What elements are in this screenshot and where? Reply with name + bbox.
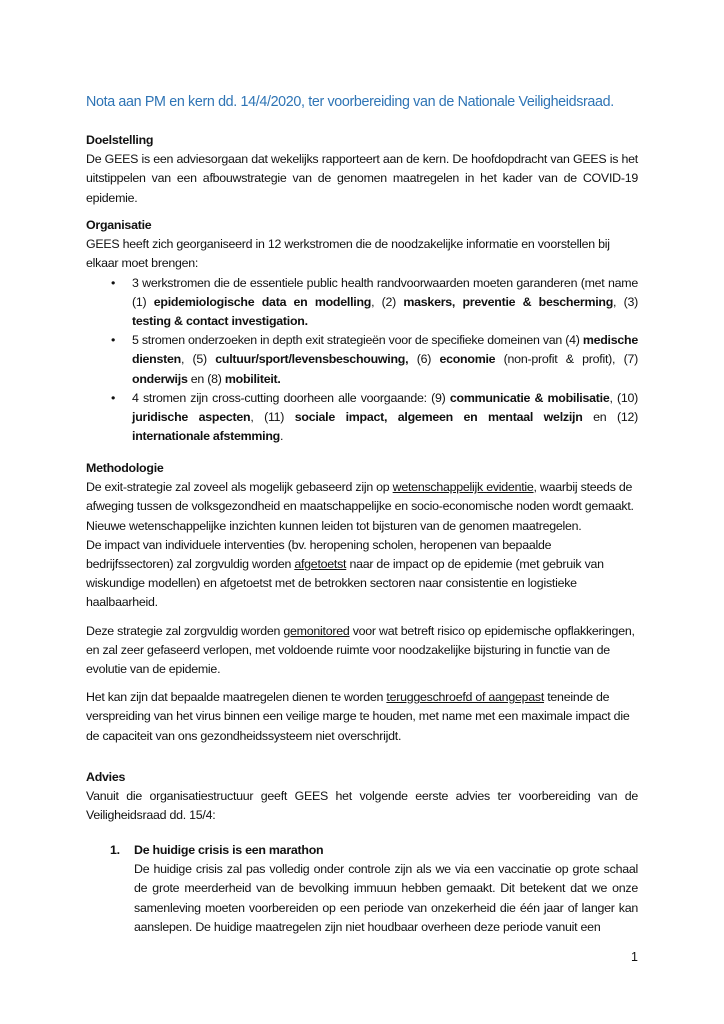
section-methodologie — [86, 459, 638, 746]
list-item — [86, 389, 638, 447]
bold-text: economie — [439, 352, 496, 367]
section-heading: Methodologie — [86, 461, 164, 475]
workstream-list — [86, 274, 638, 447]
text: en (12) — [582, 410, 638, 425]
list-item — [110, 841, 638, 937]
text: teneinde de verspreiding van het virus binnen een veilige marge te houden, met name met een maximale impact die de capaciteit van ons gezondheidssysteem niet overschrijdt. — [86, 690, 630, 743]
paragraph: De GEES is een adviesorgaan dat wekelijks rapporteert aan de kern. De hoofdopdracht van GEES is het uitstippelen van een afbouwstrategie van de genomen maatregelen in het kader van de COVID-19 epidemie. — [86, 152, 638, 205]
section-advies — [86, 768, 638, 826]
text: , (3) — [613, 294, 638, 309]
bold-text: mobiliteit. — [224, 371, 281, 386]
bold-text: sociale impact, algemeen en mentaal welzijn — [294, 410, 583, 425]
underlined-text: gemonitored — [283, 623, 350, 638]
paragraph: De huidige crisis zal pas volledig onder controle zijn als we via een vaccinatie op grote schaal de grote meerderheid van de bevolking immuun hebben gemaakt. Dit betekent dat we onze samenleving moeten voorbereiden op een periode van onzekerheid die één jaar of langer kan aanslepen. De huidige maatregelen zijn niet houdbaar overheen deze periode vanuit een — [134, 862, 638, 934]
section-heading: Organisatie — [86, 218, 152, 232]
bold-text: cultuur/sport/levensbeschouwing, — [215, 352, 409, 367]
text: voor wat betreft risico op epidemische opflakkeringen, en zal zeer gefaseerd verlopen, met voldoende ruimte voor noodzakelijke bijsturing in functie van de evolutie van de epidemie. — [86, 623, 635, 677]
bullet-icon: • — [111, 275, 116, 290]
item-number: 1. — [110, 843, 120, 857]
text: De impact van individuele interventies (bv. heropening scholen, heropenen van bepaalde bedrijfssectoren) zal zorgvuldig worden — [86, 537, 552, 572]
bullet-icon: • — [111, 333, 116, 348]
underlined-text: wetenschappelijk evidentie — [392, 480, 534, 495]
text: Het kan zijn dat bepaalde maatregelen dienen te worden — [86, 690, 387, 705]
bold-text: communicatie & mobilisatie — [449, 390, 610, 405]
list-item — [86, 274, 638, 332]
underlined-text: afgetoetst — [294, 557, 347, 572]
page-number: 1 — [631, 950, 638, 964]
section-heading: Advies — [86, 770, 126, 784]
text: en (8) — [187, 371, 225, 386]
paragraph — [86, 622, 638, 680]
bold-text: epidemiologische data en modelling — [153, 294, 372, 309]
bold-text: medische diensten — [132, 333, 638, 367]
text: 4 stromen zijn cross-cutting doorheen alle voorgaande: (9) — [132, 390, 450, 405]
paragraph — [86, 478, 638, 536]
text: Deze strategie zal zorgvuldig worden — [86, 623, 284, 638]
text: , waarbij steeds de afweging tussen de volksgezondheid en maatschappelijke en socio-economische noden wordt gemaakt. Nieuwe wetenschappelijke inzichten kunnen leiden tot bijsturen van de genomen maatregelen. — [86, 480, 634, 533]
bold-text: internationale afstemming — [132, 429, 280, 444]
section-organisatie — [86, 216, 638, 446]
paragraph: Vanuit die organisatiestructuur geeft GEES het volgende eerste advies ter voorbereiding van de Veiligheidsraad dd. 15/4: — [86, 789, 638, 823]
bold-text: testing & contact investigation. — [132, 314, 308, 329]
bold-text: onderwijs — [132, 371, 188, 386]
text: , (10) — [609, 390, 639, 405]
section-doelstelling — [86, 131, 638, 208]
bullet-icon: • — [111, 390, 116, 405]
document-title: Nota aan PM en kern dd. 14/4/2020, ter voorbereiding van de Nationale Veiligheidsraad. — [86, 94, 614, 110]
bold-text: juridische aspecten — [132, 410, 251, 425]
text: . — [279, 429, 284, 444]
advice-list — [110, 841, 638, 937]
bold-text: maskers, preventie & bescherming — [403, 294, 614, 309]
text: De exit-strategie zal zoveel als mogelijk gebaseerd zijn op — [86, 480, 393, 495]
paragraph — [86, 536, 638, 613]
paragraph: GEES heeft zich georganiseerd in 12 werkstromen die de noodzakelijke informatie en voorstellen bij elkaar moet brengen: — [86, 237, 610, 271]
section-heading: Doelstelling — [86, 133, 154, 147]
text: (6) — [408, 352, 440, 367]
item-heading: De huidige crisis is een marathon — [134, 843, 324, 857]
text: , (2) — [371, 294, 404, 309]
text: 5 stromen onderzoeken in depth exit strategieën voor de specifieke domeinen van (4) — [132, 333, 583, 348]
text: (non-profit & profit), (7) — [495, 352, 638, 367]
underlined-text: teruggeschroefd of aangepast — [386, 690, 545, 705]
text: 3 werkstromen die de essentiele public health randvoorwaarden moeten garanderen (met name (1) — [132, 275, 638, 309]
text: naar de impact op de epidemie (met gebruik van wiskundige modellen) en afgetoetst met de betrokken sectoren naar consistentie en logistieke haalbaarheid. — [86, 557, 604, 610]
text: , (11) — [250, 410, 295, 425]
paragraph — [86, 688, 638, 746]
list-item — [86, 331, 638, 389]
text: , (5) — [180, 352, 216, 367]
